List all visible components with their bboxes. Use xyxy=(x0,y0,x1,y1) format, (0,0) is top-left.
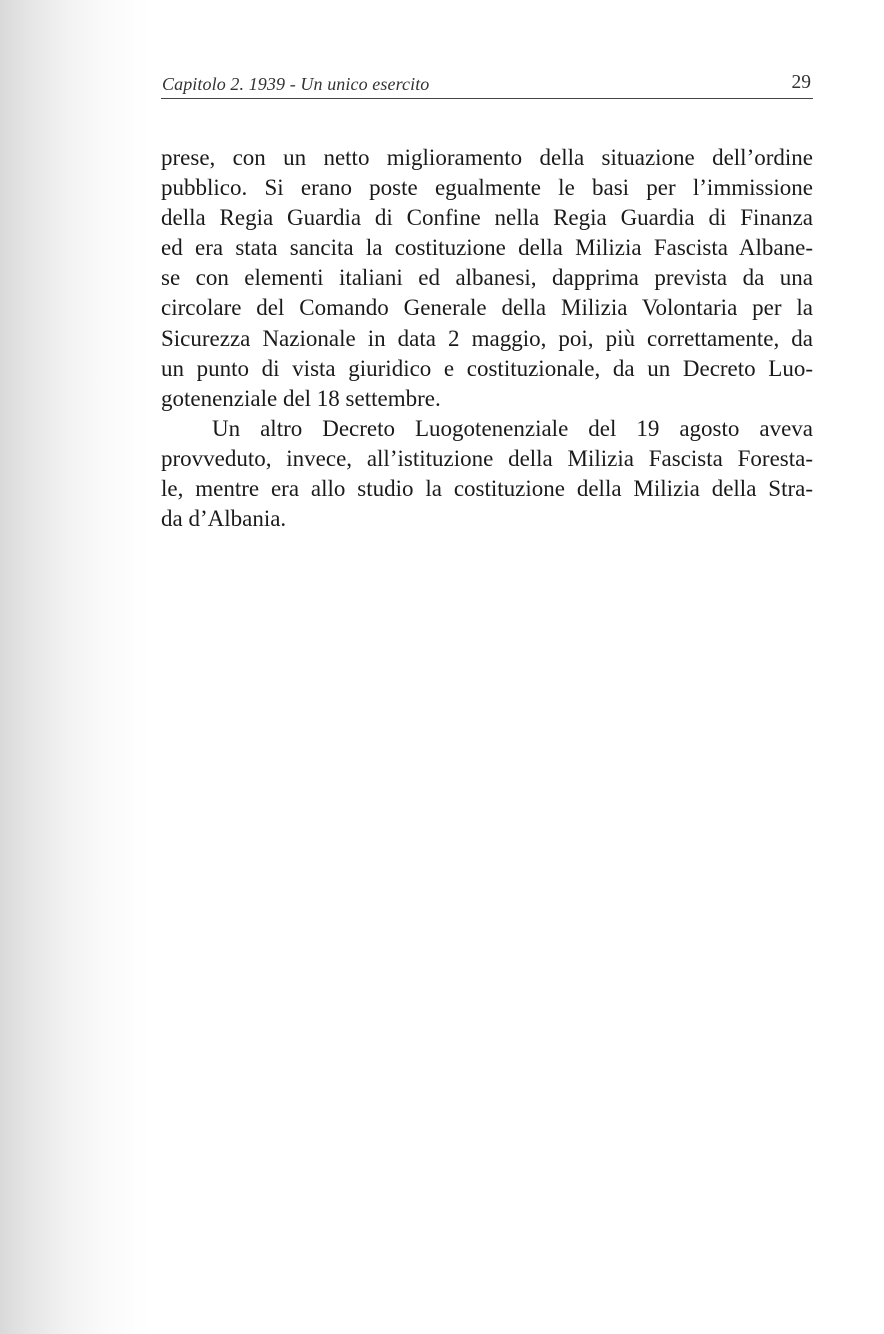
text-line: della Regia Guardia di Confine nella Regia Guardia di Finanza xyxy=(161,205,813,231)
text-line: le, mentre era allo studio la costituzione della Milizia della Stra- xyxy=(161,476,813,502)
text-line: un punto di vista giuridico e costituzionale, da un Decreto Luo- xyxy=(161,355,813,381)
text-line: Sicurezza Nazionale in data 2 maggio, poi, più correttamente, da xyxy=(161,325,813,351)
page-number: 29 xyxy=(791,72,811,93)
text-line: gotenenziale del 18 settembre. xyxy=(161,385,441,411)
text-line: ed era stata sancita la costituzione della Milizia Fascista Albane- xyxy=(161,235,813,261)
text-line: Un altro Decreto Luogotenenziale del 19 agosto aveva xyxy=(212,415,813,441)
text-line: se con elementi italiani ed albanesi, dapprima prevista da una xyxy=(161,265,813,291)
paragraph xyxy=(161,414,813,534)
text-line: pubblico. Si erano poste egualmente le basi per l’immissione xyxy=(161,175,813,201)
running-header xyxy=(161,72,813,99)
paragraph xyxy=(161,143,813,414)
chapter-running-title: Capitolo 2. 1939 - Un unico esercito xyxy=(162,74,430,94)
body-text xyxy=(161,143,813,534)
text-line: circolare del Comando Generale della Milizia Volontaria per la xyxy=(161,295,813,321)
text-line: provveduto, invece, all’istituzione della Milizia Fascista Foresta- xyxy=(161,445,813,471)
text-line: prese, con un netto miglioramento della situazione dell’ordine xyxy=(161,145,813,170)
text-line: da d’Albania. xyxy=(161,506,287,532)
